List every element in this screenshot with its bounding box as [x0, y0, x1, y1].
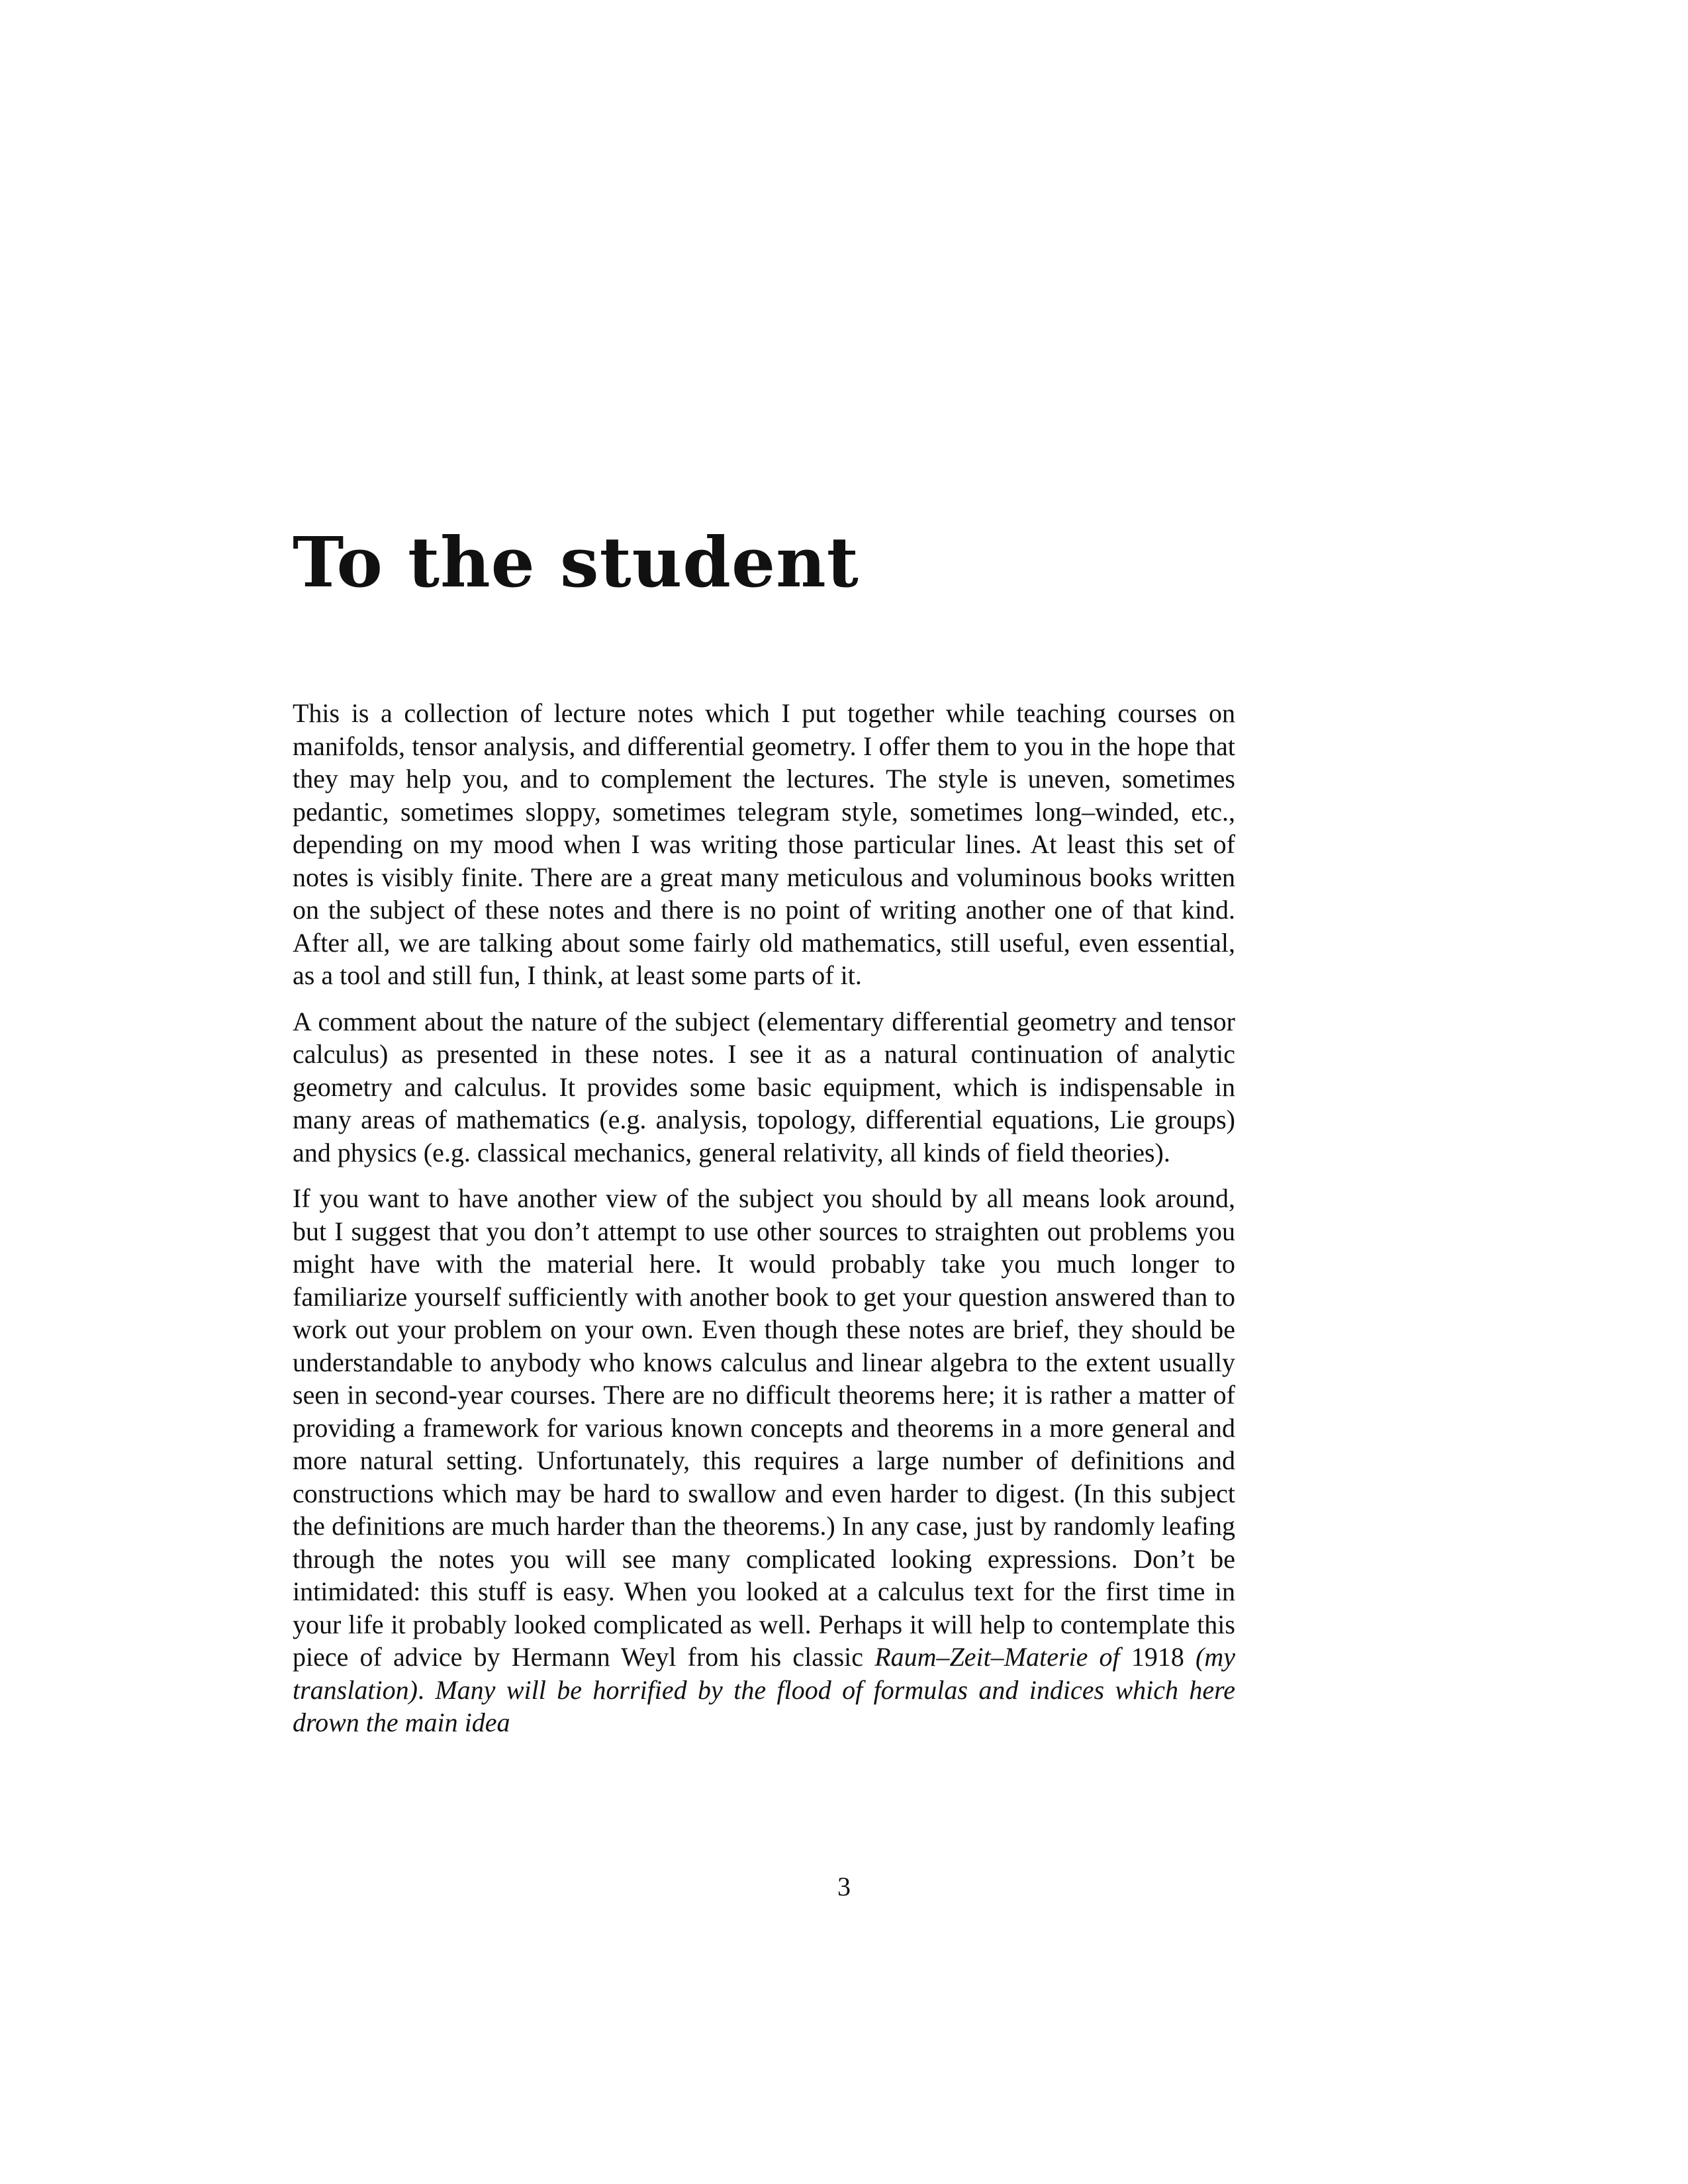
- paragraph-intro: This is a collection of lecture notes which I put together while teaching courses on manifolds, tensor analysis, and differential geometry. I offer them to you in the hope that they may help you, and to complement the lectures. The style is uneven, sometimes pedantic, sometimes sloppy, sometimes telegram style, sometimes long–winded, etc., depending on my mood when I was writing those particular lines. At least this set of notes is visibly finite. There are a great many meticulous and voluminous books written on the subject of these notes and there is no point of writing another one of that kind. After all, we are talking about some fairly old mathematics, still useful, even essential, as a tool and still fun, I think, at least some parts of it.: [293, 698, 1235, 990]
- cited-work-year: 1918: [1119, 1642, 1196, 1672]
- cited-work-title: Raum–Zeit–Materie of: [874, 1642, 1120, 1672]
- translation-note: (my translation): [293, 1642, 1236, 1705]
- body-text: [293, 697, 1235, 1752]
- paragraph-advice-text: If you want to have another view of the subject you should by all means look around, but I suggest that you don’t attempt to use other sources to straighten out problems you might have with the material here. It would probably take you much longer to familiarize yourself sufficiently with another book to get your question answered than to work out your problem on your own. Even though these notes are brief, they should be understandable to anybody who knows calculus and linear algebra to the extent usually seen in second-year courses. There are no difficult theorems here; it is rather a matter of providing a framework for various known concepts and theorems in a more general and more natural setting. Unfortunately, this requires a large number of definitions and constructions which may be hard to swallow and even harder to digest. (In this subject the definitions are much harder than the theorems.) In any case, just by randomly leafing through the notes you will see many complicated looking expressions. Don’t be intimidated: this stuff is easy. When you looked at a calculus text for the first time in your life it probably looked complicated as well. Perhaps it will help to contemplate this piece of advice by Hermann Weyl from his classic: [293, 1183, 1235, 1672]
- paragraph-advice: [293, 1182, 1235, 1739]
- page-number: 3: [837, 1872, 851, 1901]
- weyl-quote: Many will be horrified by the flood of formulas and indices which here drown the main idea: [293, 1674, 1236, 1737]
- paragraph-subject-nature: A comment about the nature of the subject (elementary differential geometry and tensor calculus) as presented in these notes. I see it as a natural continuation of analytic geometry and calculus. It provides some basic equipment, which is indispensable in many areas of mathematics (e.g. analysis, topology, differential equations, Lie groups) and physics (e.g. classical mechanics, general relativity, all kinds of field theories).: [293, 1006, 1235, 1167]
- sentence-break: .: [417, 1674, 436, 1705]
- chapter-title: To the student: [293, 522, 859, 603]
